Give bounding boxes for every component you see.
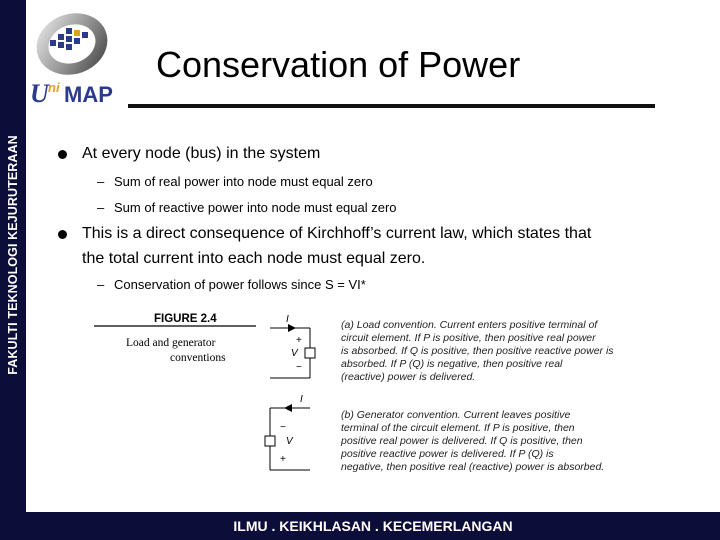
load-text-line: absorbed. If P (Q) is negative, then positive real	[341, 358, 563, 370]
slide-title: Conservation of Power	[156, 44, 521, 85]
generator-convention-circuit	[265, 394, 310, 470]
gen-text-line: negative, then positive real (reactive) power is absorbed.	[341, 461, 605, 473]
bullet-icon	[58, 150, 67, 159]
figure-caption-line2: conventions	[170, 352, 226, 364]
bullet-text-line1: This is a direct consequence of Kirchhoff’s current law, which states that	[82, 225, 592, 242]
sub-dash: –	[97, 174, 105, 189]
faculty-label: FAKULTI TEKNOLOGI KEJURUTERAAN	[6, 135, 20, 375]
bullet-text-line2: the total current into each node must equal zero.	[82, 250, 426, 267]
sub-item-conservation: Conservation of power follows since S = VI*	[114, 277, 366, 292]
gen-text-line: positive real power is delivered. If Q is positive, then	[341, 435, 583, 447]
sub-dash: –	[97, 200, 105, 215]
plus-label: +	[296, 335, 302, 346]
current-label: I	[286, 314, 289, 325]
voltage-label: V	[291, 348, 298, 359]
current-label: I	[300, 394, 303, 405]
footer-motto: ILMU . KEIKHLASAN . KECEMERLANGAN	[233, 518, 513, 534]
gen-text-line: terminal of the circuit element. If P is positive, then	[341, 422, 575, 434]
load-text-line: circuit element. If P is positive, then positive real power	[341, 332, 596, 344]
figure-caption-line1: Load and generator	[126, 337, 216, 349]
sub-dash: –	[97, 277, 105, 292]
gen-text-line: positive reactive power is delivered. If P (Q) is	[341, 448, 554, 460]
title-underline	[128, 104, 655, 108]
gen-text-line: (b) Generator convention. Current leaves positive	[341, 409, 571, 421]
figure-label: FIGURE 2.4	[154, 313, 217, 325]
voltage-label: V	[286, 436, 293, 447]
unimap-logo	[28, 6, 120, 110]
footer-band	[26, 512, 720, 540]
logo-letters-map: MAP	[64, 82, 113, 107]
load-text-line: (reactive) power is delivered.	[341, 371, 476, 383]
logo-letter-u: U	[30, 79, 49, 108]
plus-label: +	[280, 454, 286, 465]
load-convention-circuit	[270, 314, 315, 378]
load-text-line: is absorbed. If Q is positive, then positive reactive power is	[341, 345, 614, 357]
sub-item-real-power: Sum of real power into node must equal zero	[114, 174, 373, 189]
sidebar-band	[0, 0, 26, 540]
minus-label: −	[296, 362, 302, 373]
logo-letters-ni: ni	[48, 80, 60, 95]
bullet-icon	[58, 230, 67, 239]
figure-2-4	[88, 308, 678, 508]
minus-label: −	[280, 422, 286, 433]
sub-item-reactive-power: Sum of reactive power into node must equal zero	[114, 200, 397, 215]
bullet-text: At every node (bus) in the system	[82, 145, 321, 162]
load-text-line: (a) Load convention. Current enters positive terminal of	[341, 319, 598, 331]
